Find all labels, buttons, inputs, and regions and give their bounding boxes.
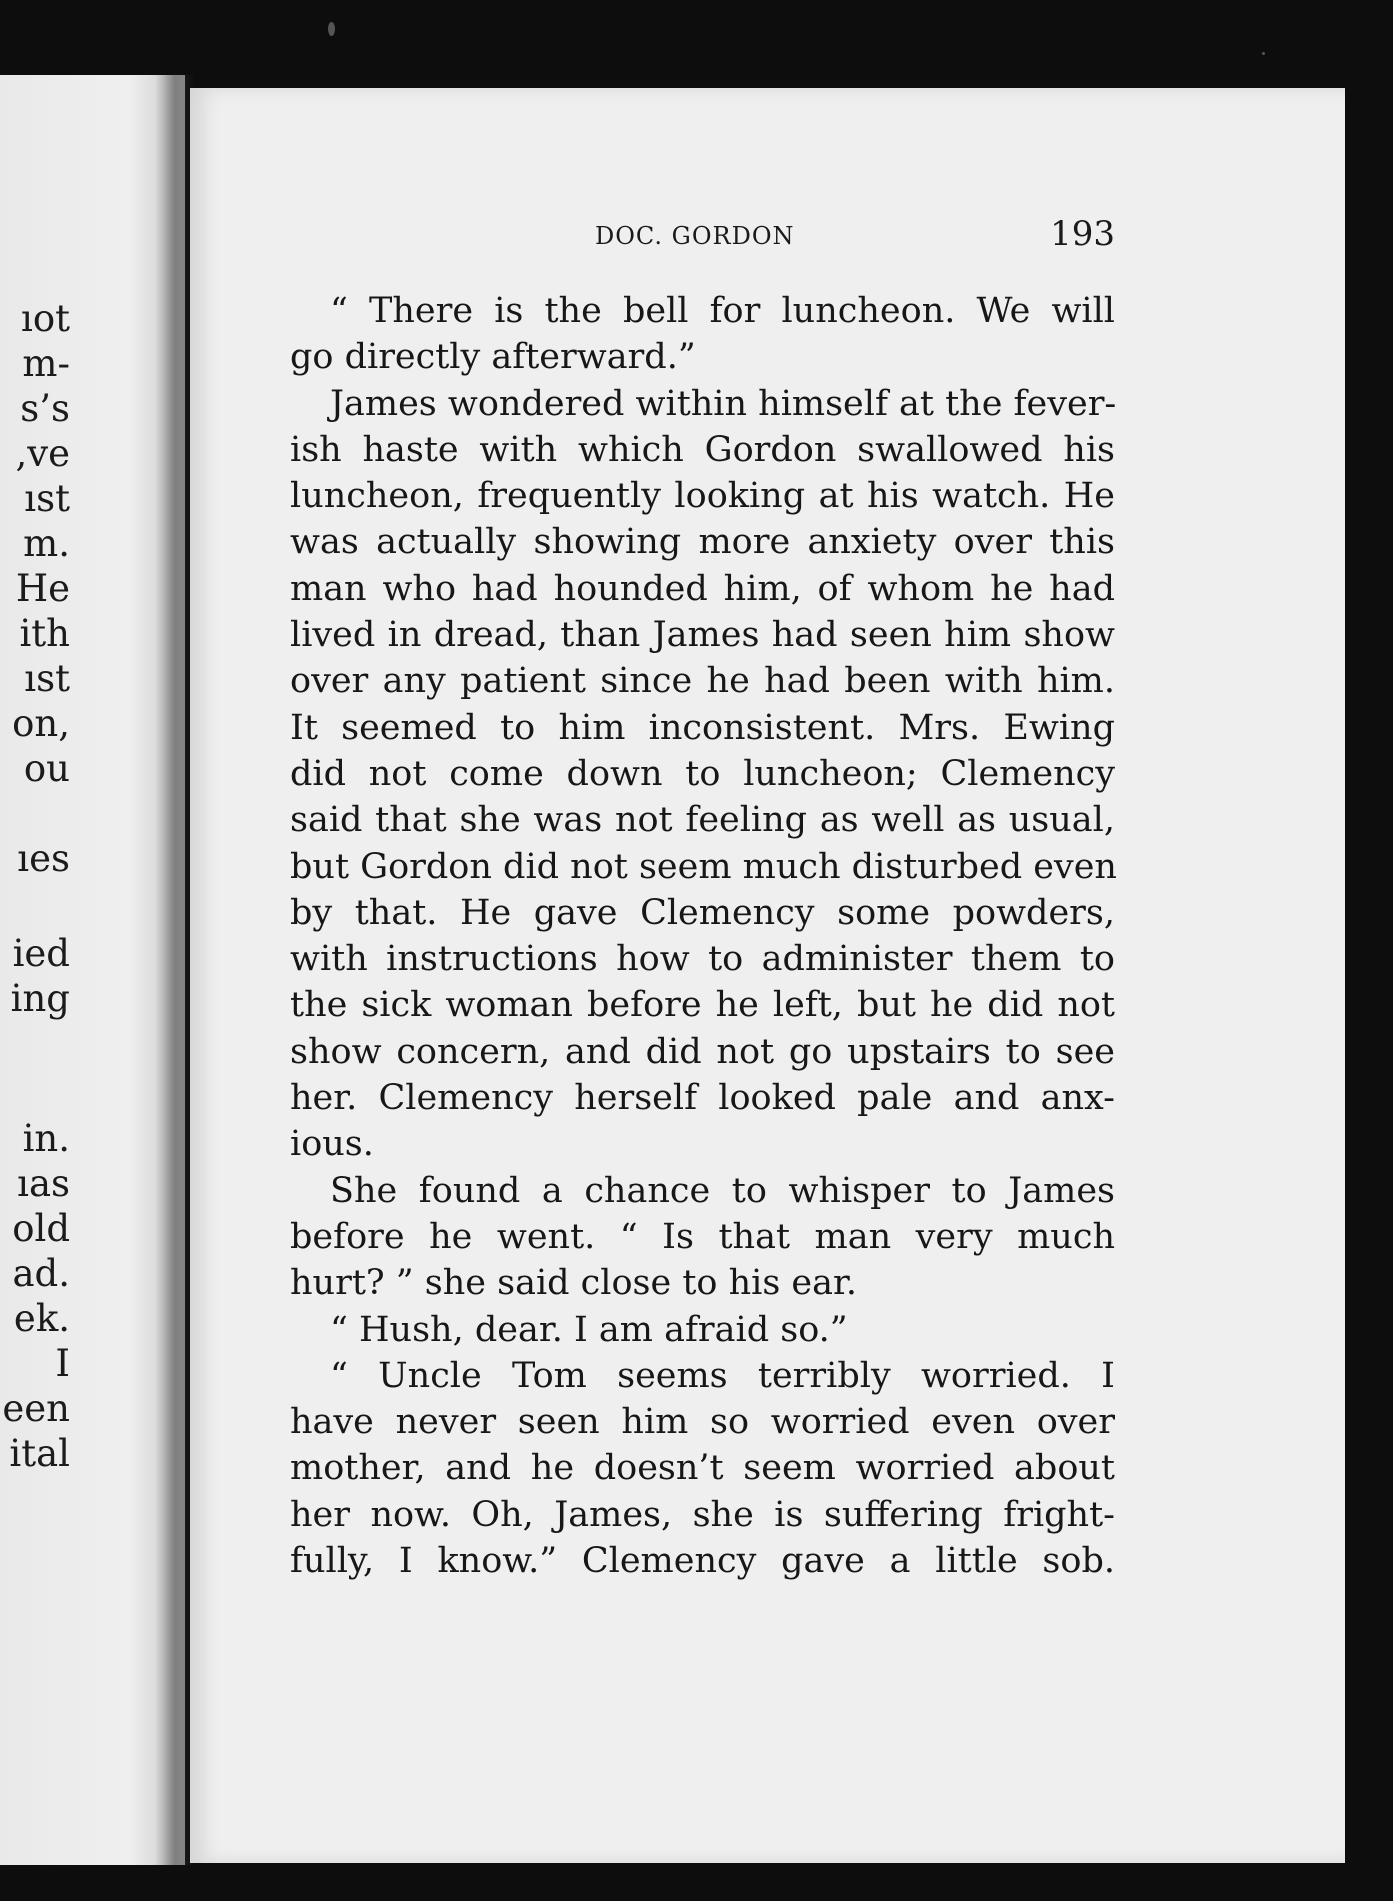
text-line: “ Uncle Tom seems terribly worried. I <box>330 1355 1115 1396</box>
text-line: ish haste with which Gordon swallowed his <box>290 429 1115 470</box>
left-page-fragment: s’s <box>20 387 70 430</box>
left-page-fragment: ad. <box>12 1252 70 1295</box>
page-header <box>290 126 1115 254</box>
left-page-fragment: ou <box>23 747 70 790</box>
text-line: “ There is the bell for luncheon. We will <box>330 291 1115 331</box>
text-line: show concern, and did not go upstairs to see <box>290 1031 1115 1072</box>
scan-speck <box>328 22 335 36</box>
left-page-fragment: ıst <box>24 477 70 520</box>
text-line: her now. Oh, James, she is suffering fright- <box>290 1494 1115 1535</box>
text-line: It seemed to him inconsistent. Mrs. Ewing <box>290 707 1115 748</box>
left-page-fragment: m. <box>23 522 70 565</box>
text-line: with instructions how to administer them to <box>290 939 1115 980</box>
text-line: but Gordon did not seem much disturbed even <box>290 846 1117 887</box>
left-page-fragment: ital <box>9 1432 70 1475</box>
left-page-fragment: ıes <box>17 837 70 880</box>
text-line: go directly afterward.” <box>290 337 696 378</box>
text-line: the sick woman before he left, but he did not <box>290 985 1115 1026</box>
text-line: fully, I know.” Clemency gave a little sob. <box>290 1541 1115 1582</box>
text-line: said that she was not feeling as well as usual, <box>290 800 1115 841</box>
left-page-fragment: een <box>2 1387 70 1430</box>
left-page-fragment: ıot <box>21 297 70 340</box>
left-page-fragment: in. <box>22 1117 70 1160</box>
left-page-fragment: old <box>12 1207 70 1250</box>
text-line: was actually showing more anxiety over this <box>290 522 1115 563</box>
text-line: over any patient since he had been with him. <box>290 661 1115 702</box>
text-line: man who had hounded him, of whom he had <box>290 568 1115 609</box>
book-gutter <box>155 75 195 1865</box>
scan-speck <box>1262 52 1265 55</box>
text-line: ious. <box>290 1124 374 1165</box>
left-page-fragment: ıas <box>17 1162 70 1205</box>
left-page-fragment: ied <box>12 932 70 975</box>
text-line: mother, and he doesn’t seem worried about <box>290 1448 1115 1489</box>
text-line: did not come down to luncheon; Clemency <box>290 753 1115 794</box>
left-page-fragment: ing <box>10 977 70 1020</box>
left-page-fragment: He <box>15 567 70 610</box>
left-page-fragment: I <box>55 1342 70 1385</box>
left-page-fragment: ek. <box>13 1297 70 1340</box>
body-text <box>290 288 1115 1584</box>
text-line: have never seen him so worried even over <box>290 1402 1115 1443</box>
left-page-fragment: on, <box>12 702 70 745</box>
text-line: her. Clemency herself looked pale and anx- <box>290 1078 1115 1119</box>
text-line: She found a chance to whisper to James <box>330 1170 1115 1211</box>
text-line: luncheon, frequently looking at his watch. He <box>290 476 1115 517</box>
left-page-fragment: ıst <box>24 657 70 700</box>
left-page-fragment: ,ve <box>15 432 70 475</box>
text-line: lived in dread, than James had seen him show <box>290 615 1115 656</box>
left-page-fragment: ith <box>19 612 70 655</box>
left-page-fragment: m- <box>22 342 70 385</box>
text-line: by that. He gave Clemency some powders, <box>290 892 1115 933</box>
running-head: DOC. GORDON <box>595 222 795 250</box>
page-number: 193 <box>1050 214 1115 254</box>
text-line: “ Hush, dear. I am afraid so.” <box>330 1309 848 1350</box>
text-line: hurt? ” she said close to his ear. <box>290 1263 858 1304</box>
text-line: James wondered within himself at the fever- <box>330 383 1117 424</box>
text-line: before he went. “ Is that man very much <box>290 1216 1115 1257</box>
